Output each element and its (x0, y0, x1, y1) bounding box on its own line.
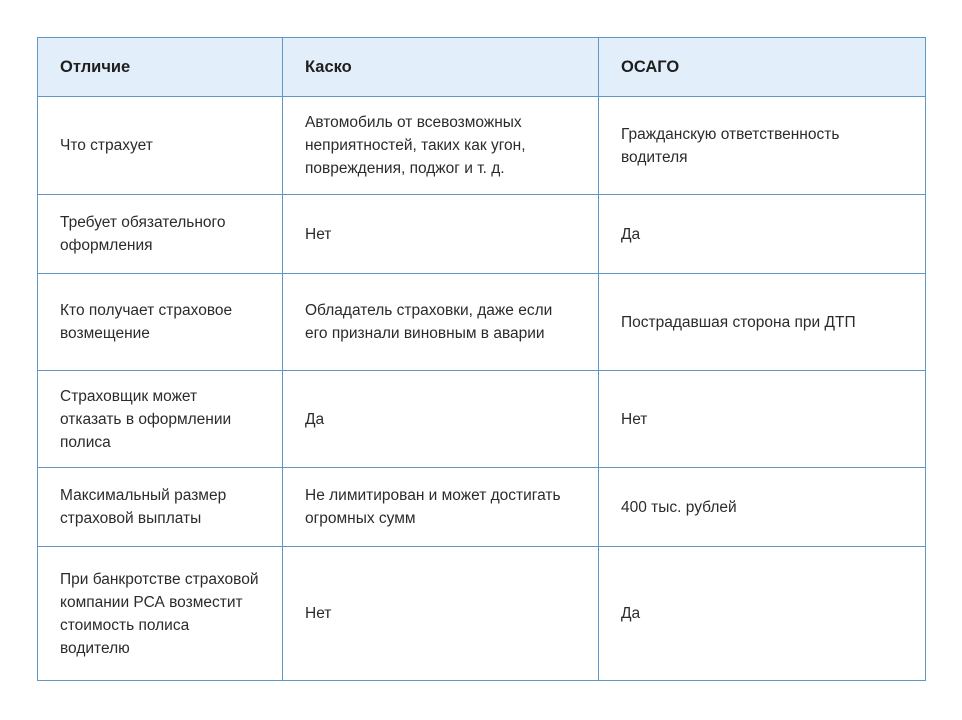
row-osago-value: Пострадавшая сторона при ДТП (599, 274, 926, 371)
header-osago: ОСАГО (599, 38, 926, 97)
table-row (38, 547, 926, 681)
table-row (38, 274, 926, 371)
row-kasko-value: Нет (283, 547, 599, 681)
row-criterion: Кто получает страховое возмещение (38, 274, 283, 371)
table-header-row (38, 38, 926, 97)
comparison-table (37, 37, 926, 681)
row-osago-value: Нет (599, 371, 926, 468)
row-kasko-value: Обладатель страховки, даже если его признали виновным в аварии (283, 274, 599, 371)
row-criterion: Максимальный размер страховой выплаты (38, 468, 283, 547)
row-osago-value: Гражданскую ответственность водителя (599, 97, 926, 195)
table-row (38, 97, 926, 195)
row-osago-value: Да (599, 195, 926, 274)
header-difference: Отличие (38, 38, 283, 97)
row-kasko-value: Да (283, 371, 599, 468)
row-criterion: При банкротстве страховой компании РСА возместит стоимость полиса водителю (38, 547, 283, 681)
table-row (38, 195, 926, 274)
row-criterion: Требует обязательного оформления (38, 195, 283, 274)
row-criterion: Что страхует (38, 97, 283, 195)
header-kasko: Каско (283, 38, 599, 97)
row-kasko-value: Не лимитирован и может достигать огромных сумм (283, 468, 599, 547)
row-osago-value: 400 тыс. рублей (599, 468, 926, 547)
row-kasko-value: Автомобиль от всевозможных неприятностей, таких как угон, повреждения, поджог и т. д. (283, 97, 599, 195)
table-row (38, 371, 926, 468)
row-kasko-value: Нет (283, 195, 599, 274)
row-osago-value: Да (599, 547, 926, 681)
row-criterion: Страховщик может отказать в оформлении полиса (38, 371, 283, 468)
table-row (38, 468, 926, 547)
